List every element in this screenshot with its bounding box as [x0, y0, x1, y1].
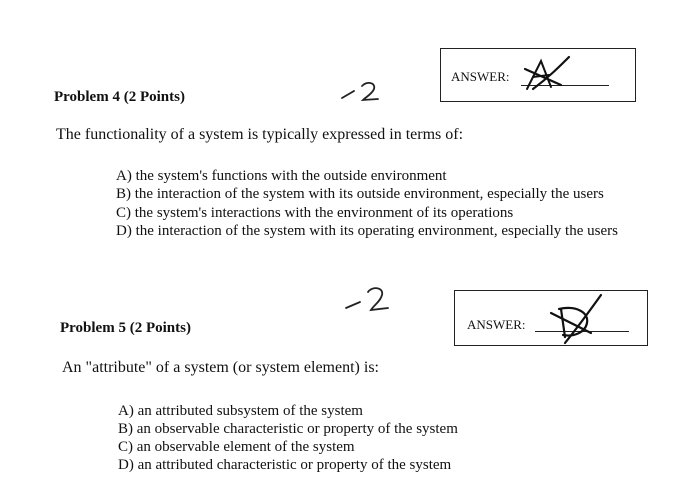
problem-5-option-c: C) an observable element of the system [118, 439, 355, 455]
problem-4-answer-box [440, 48, 636, 102]
problem-4-score-mark [338, 78, 390, 104]
problem-5-option-a: A) an attributed subsystem of the system [118, 403, 363, 419]
problem-4-heading: Problem 4 (2 Points) [54, 89, 185, 105]
problem-4-question: The functionality of a system is typically expressed in terms of: [56, 126, 464, 143]
problem-4-option-c: C) the system's interactions with the environment of its operations [116, 205, 514, 221]
problem-4-option-d: D) the interaction of the system with its operating environment, especially the users [116, 223, 618, 239]
problem-5-heading: Problem 5 (2 Points) [60, 320, 191, 336]
problem-4-answer-handwriting [523, 55, 583, 95]
problem-5-answer-box [454, 290, 648, 346]
problem-4-answer-label: ANSWER: [451, 69, 510, 84]
problem-4-option-b: B) the interaction of the system with its outside environment, especially the users [116, 186, 604, 202]
problem-4-option-a: A) the system's functions with the outside environment [116, 168, 447, 184]
problem-5-answer-handwriting [547, 291, 609, 347]
problem-5-option-b: B) an observable characteristic or property of the system [118, 421, 458, 437]
problem-5-question: An "attribute" of a system (or system element) is: [62, 359, 379, 376]
problem-5-answer-label: ANSWER: [467, 317, 526, 332]
problem-5-score-mark [342, 284, 398, 316]
problem-5-option-d: D) an attributed characteristic or property of the system [118, 457, 452, 473]
